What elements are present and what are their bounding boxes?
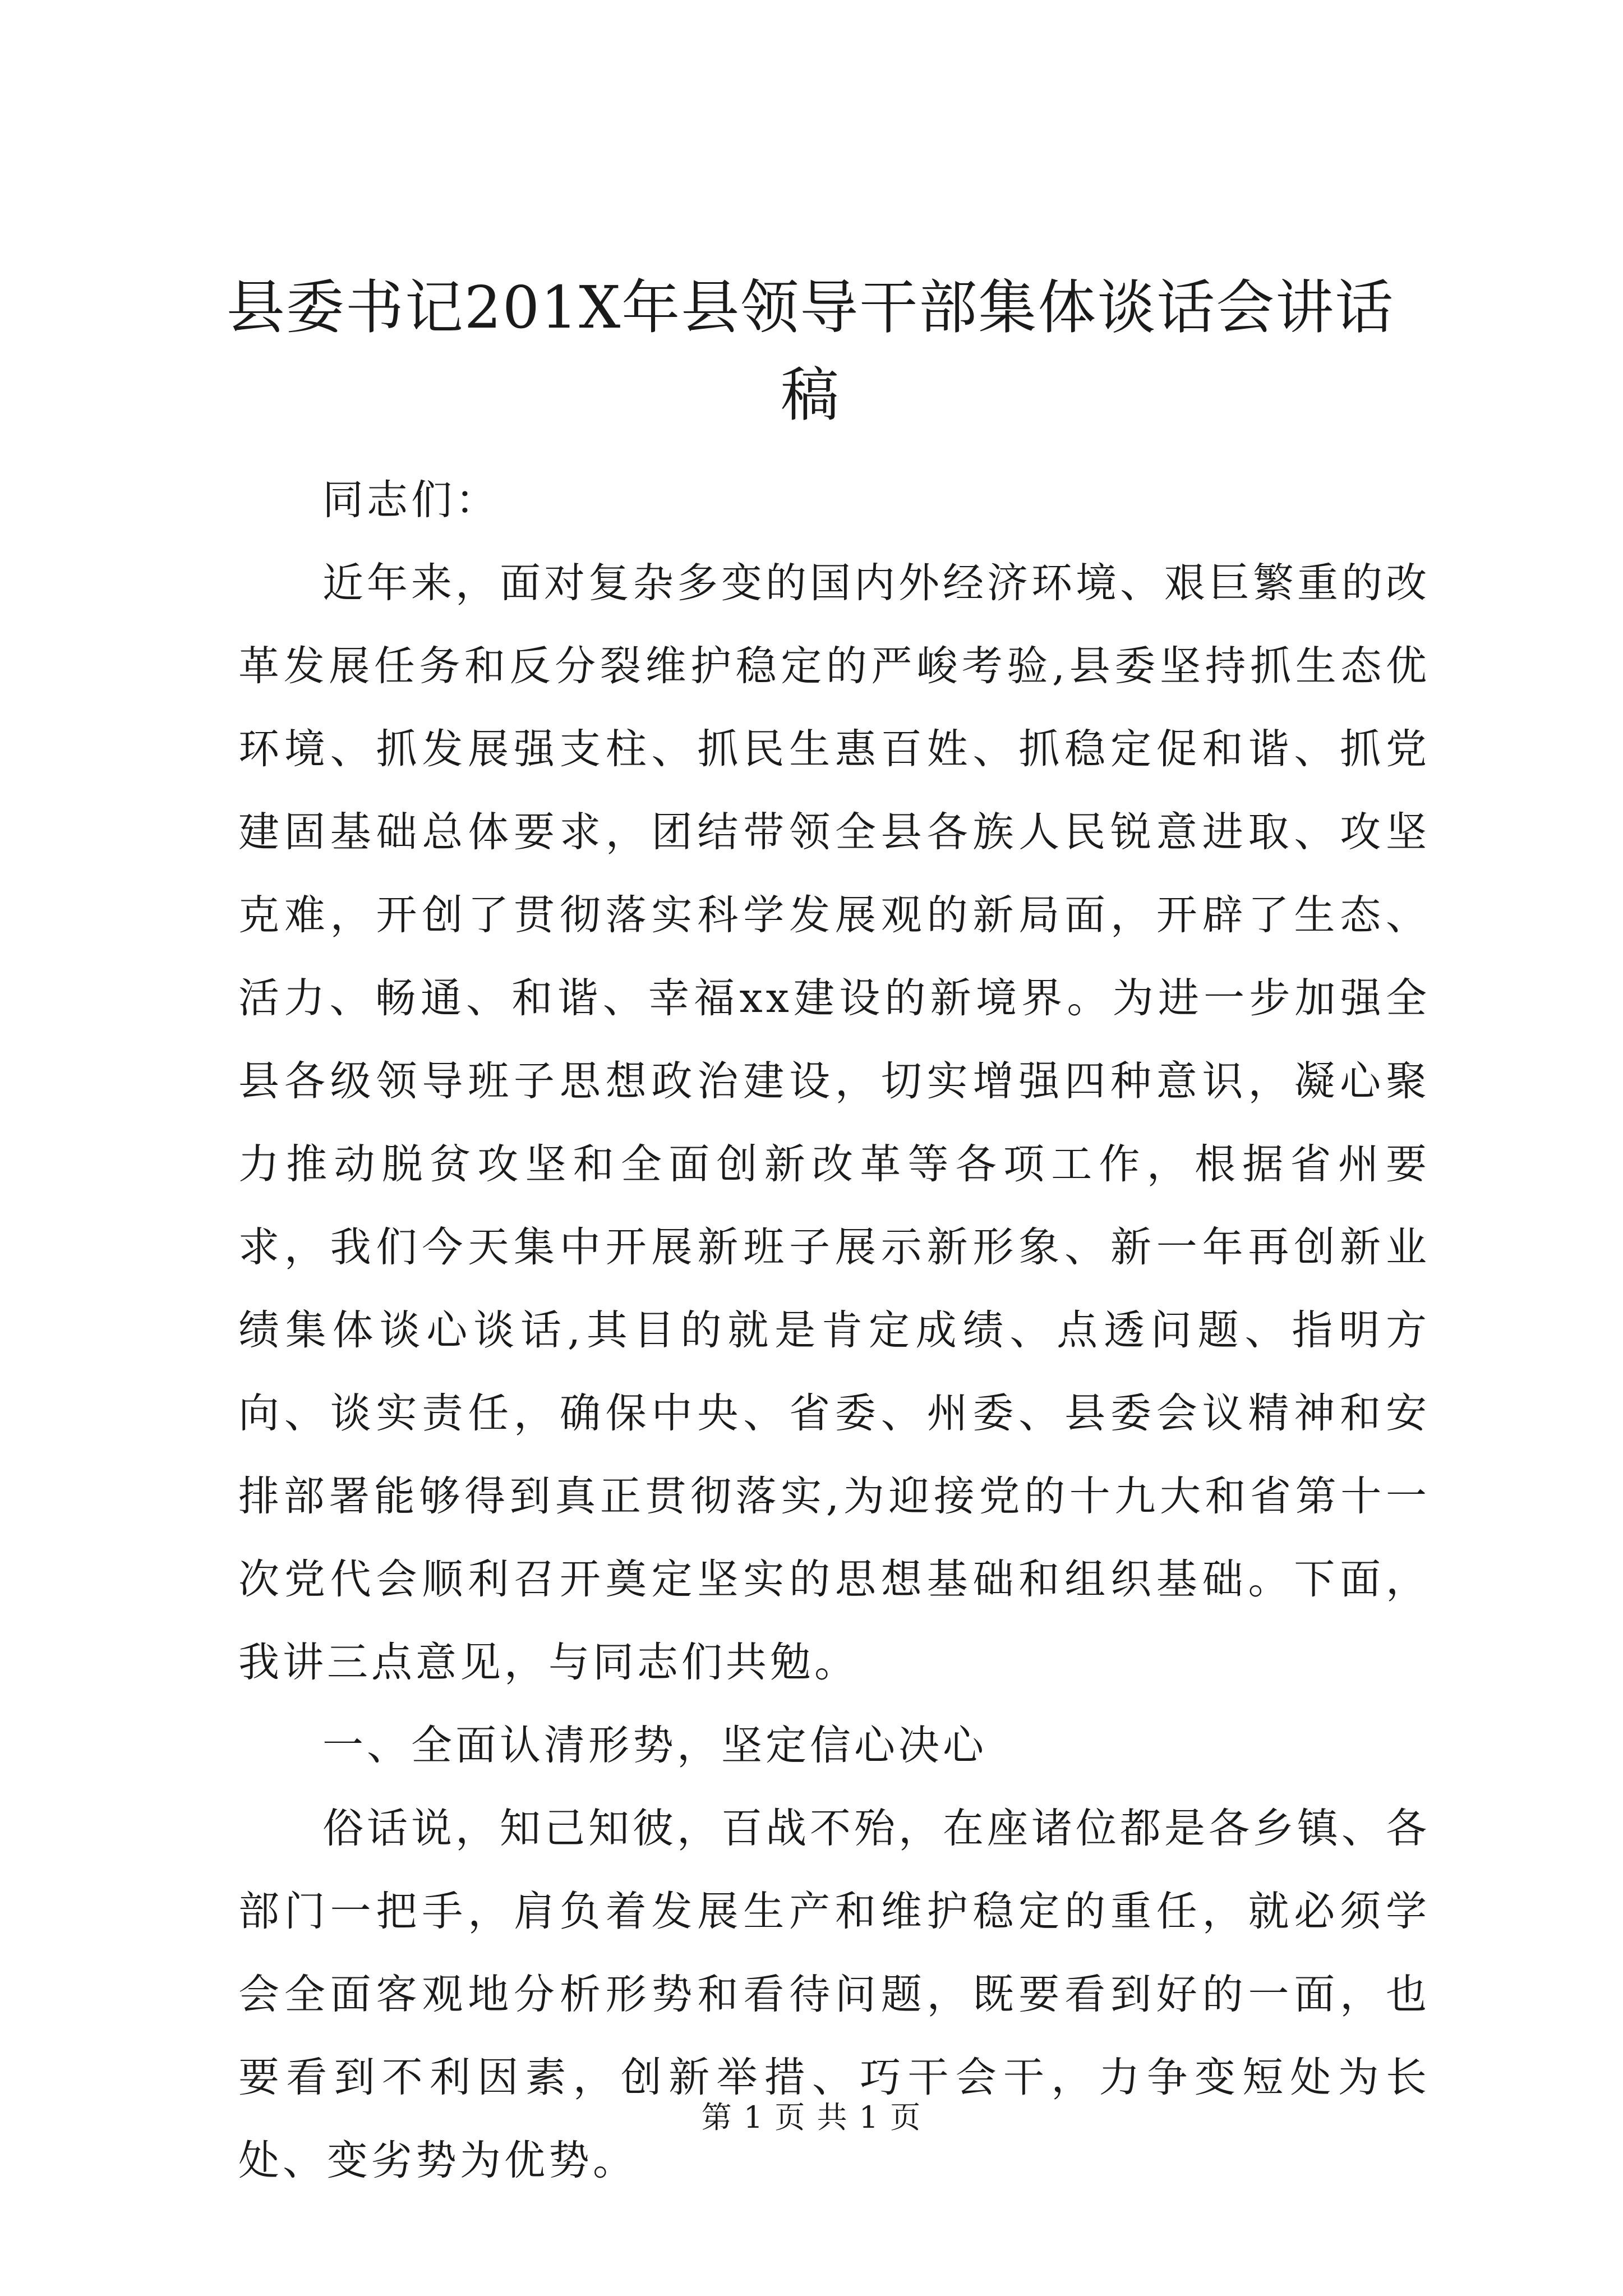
section-heading: 一、全面认清形势，坚定信心决心 xyxy=(322,1722,987,1769)
page-footer: 第 1 页 共 1 页 xyxy=(701,2100,922,2135)
section-paragraph: 俗话说，知己知彼，百战不殆，在座诸位都是各乡镇、各部门一把手，肩负着发展生产和维护稳定的重任，就必须学会全面客观地分析形势和看待问题，既要看到好的一面，也要看到不利因素，创新举措、巧干会干，力争变短处为长处、变劣势为优势。 xyxy=(238,1805,1430,2184)
document-title: 县委书记201X年县领导干部集体谈话会讲话稿 xyxy=(226,273,1395,429)
salutation: 同志们： xyxy=(322,476,500,524)
document-body xyxy=(238,459,1430,2202)
intro-paragraph: 近年来，面对复杂多变的国内外经济环境、艰巨繁重的改革发展任务和反分裂维护稳定的严峻考验,县委坚持抓生态优环境、抓发展强支柱、抓民生惠百姓、抓稳定促和谐、抓党建固基础总体要求，团结带领全县各族人民锐意进取、攻坚克难，开创了贯彻落实科学发展观的新局面，开辟了生态、活力、畅通、和谐、幸福xx建设的新境界。为进一步加强全县各级领导班子思想政治建设，切实增强四种意识，凝心聚力推动脱贫攻坚和全面创新改革等各项工作，根据省州要求，我们今天集中开展新班子展示新形象、新一年再创新业绩集体谈心谈话,其目的就是肯定成绩、点透问题、指明方向、谈实责任，确保中央、省委、州委、县委会议精神和安排部署能够得到真正贯彻落实,为迎接党的十九大和省第十一次党代会顺利召开奠定坚实的思想基础和组织基础。下面，我讲三点意见，与同志们共勉。 xyxy=(238,559,1430,1686)
